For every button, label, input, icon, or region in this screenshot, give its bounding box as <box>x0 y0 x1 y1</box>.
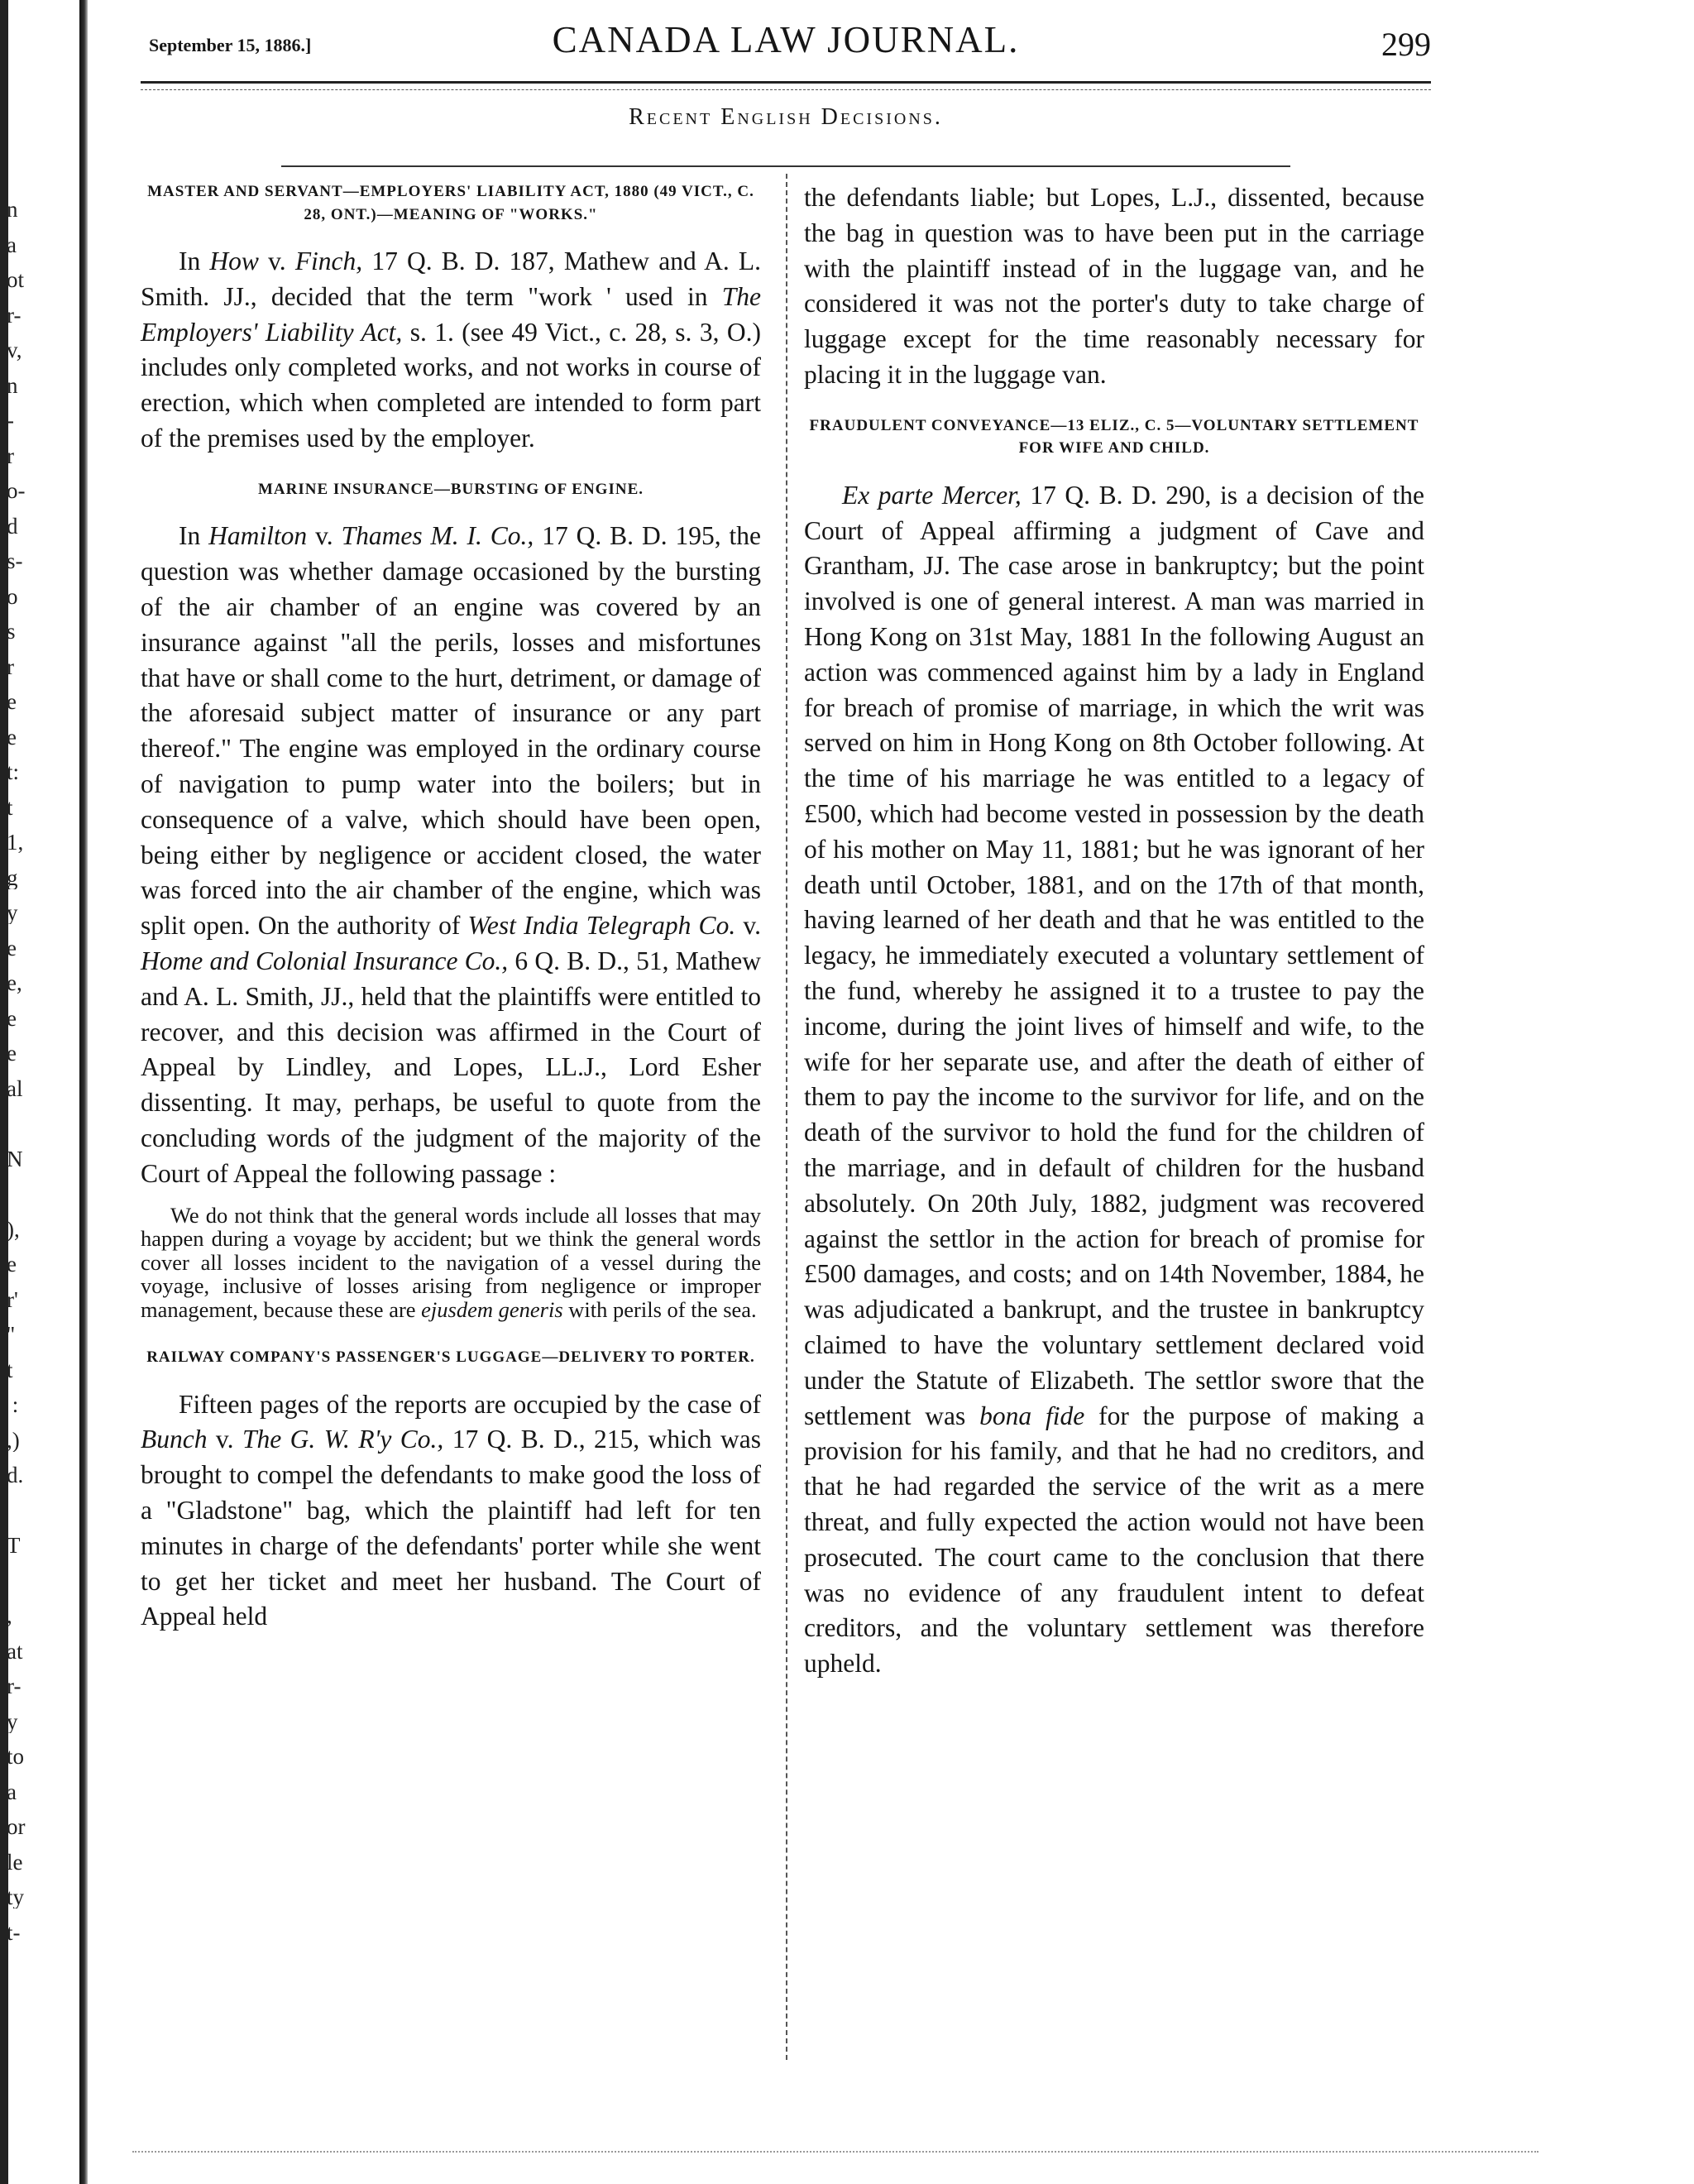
text-run: In <box>179 521 209 551</box>
header-rule-dashed <box>141 89 1431 90</box>
page-edge-fragment: to <box>7 1746 25 1768</box>
article-paragraph <box>141 244 761 457</box>
page-edge-fragment: e <box>7 726 17 749</box>
italic-text: How <box>209 247 259 276</box>
page-edge-fragment: ), <box>7 1218 20 1241</box>
text-run: 17 Q. B. D. 195, the question was whether damage occasioned by the bursting of the air chamber of an engine was covered by an insurance against "all the perils, losses and misfortunes that have or shall come to the hurt, detriment, or damage of the aforesaid subject matter of insurance or any part thereof." The engine was employed in the ordinary course of navigation to pump water into the boilers; but in consequence of a valve, which should have been open, being either by negligence or accident closed, the water was forced into the air chamber of the engine, which was split open. On the authority of <box>141 521 761 941</box>
page-edge-fragment: s <box>7 620 16 643</box>
page-edge-fragment: e, <box>7 972 22 994</box>
page-edge-fragment: t: <box>7 761 20 783</box>
page-bottom-edge <box>132 2151 1538 2153</box>
binding-gutter <box>0 0 89 2184</box>
text-run: the defendants liable; but Lopes, L.J., dissented, because the bag in question was to have been put in the carriage with the plaintiff instead of in the luggage van, and he considered it was not the porter's duty to take charge of luggage except for the time reasonably necessary for placing it in the luggage van. <box>804 183 1424 389</box>
page-edge-fragment: y <box>7 902 18 924</box>
italic-text: The Employers' Liability Act, <box>141 281 761 347</box>
page-edge-fragment: ot <box>7 269 25 291</box>
page-edge-fragment: '' <box>7 1324 15 1346</box>
right-column <box>804 180 1424 1682</box>
page-edge-fragment: g <box>7 866 18 889</box>
left-column <box>141 180 761 1635</box>
page-edge-fragment: r <box>7 655 14 678</box>
page-edge-fragment: e <box>7 1253 17 1276</box>
book-spine <box>79 0 88 2184</box>
page-edge-fragment: - <box>7 410 14 432</box>
page-edge-fragment: e <box>7 1007 17 1030</box>
italic-text: West India Telegraph Co. <box>467 911 736 941</box>
italic-text: Home and Colonial Insurance Co., <box>141 946 509 975</box>
italic-text: Thames M. I. Co., <box>341 521 534 551</box>
italic-text: Hamilton <box>208 521 308 551</box>
text-run: v. <box>207 1425 242 1454</box>
text-run: 17 Q. B. D. 290, is a decision of the Court of Appeal affirming a judgment of Cave and Grantham, JJ. The case arose in bankruptcy; but the point involved is one of general interest. A man was married in Hong Kong on 31st May, 1881 In the following August an action was commenced against him by a lady in England for breach of promise of marriage, in which the writ was served on him in Hong Kong on 8th October following. At the time of his marriage he was entitled to a legacy of £500, which had become vested in possession by the death of his mother on May 11, 1881; but he was ignorant of her death until October, 1881, and on the 17th of that month, having learned of her death and that he was entitled to the legacy, he immediately executed a voluntary settlement of the fund, whereby he assigned it to a trustee to pay the income, during the joint lives of himself and wife, to the wife for her separate use, and after the death of either of them to pay the income to the survivor for life, and on the death of the survivor to hold the fund for the children of the marriage, and in default of children for the husband absolutely. On 20th July, 1882, judgment was recovered against the settlor in the action for breach of promise for £500 damages, and costs; and on 14th November, 1884, he was adjudicated a bankrupt, and the trustee in bankruptcy claimed to have the voluntary settlement declared void under the Statute of Elizabeth. The settlor swore that the settlement was <box>804 480 1424 1430</box>
page-edge-fragment: , <box>7 1605 12 1627</box>
page-number: 299 <box>1381 26 1431 63</box>
issue-date: September 15, 1886.] <box>149 35 312 55</box>
text-run: for the purpose of making a provision for his family, and that he had no creditors, and that he had regarded the service of the writ as a mere threat, and fully expected the action would not have been prosecuted. The court came to the conclusion that there was no evidence of any fraudulent intent to defeat creditors, and the voluntary settlement was therefore upheld. <box>804 1401 1424 1679</box>
page-edge-fragment: : <box>7 1394 19 1416</box>
page-edge-fragment: or <box>7 1816 26 1838</box>
page-edge-fragment: n <box>7 199 18 221</box>
page-edge-fragment: t <box>7 1358 13 1382</box>
text-run: 17 Q. B. D., 215, which was brought to compel the defendants to make good the loss of a "Gladstone" bag, which the plaintiff had left for ten minutes in charge of the defendants' porter while she went to get her ticket and meet her husband. The Court of Appeal held <box>141 1425 761 1631</box>
page-edge-fragment: e <box>7 1042 17 1065</box>
italic-text: Bunch <box>141 1425 208 1454</box>
text-run: 6 Q. B. D., 51, Mathew and A. L. Smith, JJ., held that the plaintiffs were entitled to recover, and this decision was affirmed in the Court of Appeal by Lindley, and Lopes, LL.J., Lord Esher dissenting. It may, perhaps, be useful to quote from the concluding words of the judgment of the majority of the Court of Appeal the following passage : <box>141 946 761 1188</box>
italic-text: The G. W. R'y Co., <box>242 1425 444 1454</box>
page-edge-fragment: 1, <box>7 831 24 854</box>
text-run: 17 Q. B. D. 187, Mathew and A. L. Smith. JJ., decided that the term "work ' used in <box>141 247 761 311</box>
page-edge-fragment: e <box>7 691 17 713</box>
page-edge-fragment: o- <box>7 480 26 502</box>
italic-text: ejusdem generis <box>421 1296 563 1322</box>
page-edge-fragment: N <box>7 1147 23 1171</box>
page-edge-fragment: r- <box>7 1675 22 1698</box>
header-rule <box>141 81 1431 84</box>
italic-text: Finch, <box>294 247 363 276</box>
column-divider <box>786 174 787 2060</box>
page-edge-fragment: d <box>7 515 18 538</box>
page-edge-fragment: v, <box>7 339 22 362</box>
page-edge-fragment: d. <box>7 1464 24 1487</box>
page-edge-fragment: a <box>7 233 17 256</box>
article-paragraph <box>141 519 761 1191</box>
page-edge-fragment: at <box>7 1640 23 1663</box>
page-edge-fragment: ty <box>7 1886 25 1909</box>
page-edge-fragment: t <box>7 796 13 819</box>
section-rule <box>281 165 1290 167</box>
article-heading: MARINE INSURANCE—BURSTING OF ENGINE. <box>257 480 644 498</box>
italic-text: bona fide <box>979 1401 1085 1430</box>
article-heading: FRAUDULENT CONVEYANCE—13 ELIZ., C. 5—VOLUNTARY SETTLEMENT FOR WIFE AND CHILD. <box>809 416 1419 457</box>
article-paragraph <box>804 478 1424 1682</box>
text-run: In <box>179 247 210 276</box>
page-edge-fragment: T <box>7 1535 21 1557</box>
article-paragraph <box>141 1387 761 1636</box>
text-run: v. <box>735 911 761 941</box>
page-edge-fragment: r' <box>7 1288 18 1311</box>
block-quote <box>141 1204 761 1322</box>
page-edge-fragment: a <box>7 1780 17 1803</box>
page-edge-fragment: y <box>7 1710 18 1733</box>
page-edge-fragment: r <box>7 444 14 467</box>
text-run: v. <box>258 247 295 276</box>
page-edge-fragment: le <box>7 1851 23 1874</box>
continued-paragraph <box>804 180 1424 393</box>
italic-text: Ex parte Mercer, <box>842 480 1022 510</box>
page-edge-fragment: e <box>7 936 17 960</box>
page-edge-fragment: n <box>7 374 18 397</box>
text-run: s. 1. (see 49 Vict., c. 28, s. 3, O.) includes only completed works, and not works in course of erection, which when completed are intended to form part of the premises used by the employer. <box>141 317 761 453</box>
text-run: We do not think that the general words include all losses that may happen during a voyage by accident; but we think the general words cover all losses incident to the navigation of a vessel during the voyage, inclusive of losses arising from negligence or improper management, because these are <box>141 1202 761 1322</box>
text-run: Fifteen pages of the reports are occupied by the case of <box>179 1389 761 1419</box>
running-header <box>141 18 1431 68</box>
page-edge-fragment: s- <box>7 550 23 572</box>
article-heading: MASTER AND SERVANT—EMPLOYERS' LIABILITY ACT, 1880 (49 VICT., C. 28, ONT.)—MEANING OF "WORKS." <box>147 183 754 223</box>
page-edge-fragment: ,) <box>7 1429 20 1452</box>
journal-title: CANADA LAW JOURNAL. <box>552 19 1020 60</box>
page-edge-fragment: o <box>7 585 18 608</box>
page-edge-fragment: t- <box>7 1921 21 1944</box>
page-edge-fragment: r- <box>7 304 22 327</box>
section-title: Recent English Decisions. <box>629 104 943 130</box>
article-heading: RAILWAY COMPANY'S PASSENGER'S LUGGAGE—DELIVERY TO PORTER. <box>146 1348 755 1367</box>
page-edge-fragment: al <box>7 1077 23 1100</box>
text-run: with perils of the sea. <box>562 1296 757 1322</box>
text-run: v. <box>307 521 342 551</box>
